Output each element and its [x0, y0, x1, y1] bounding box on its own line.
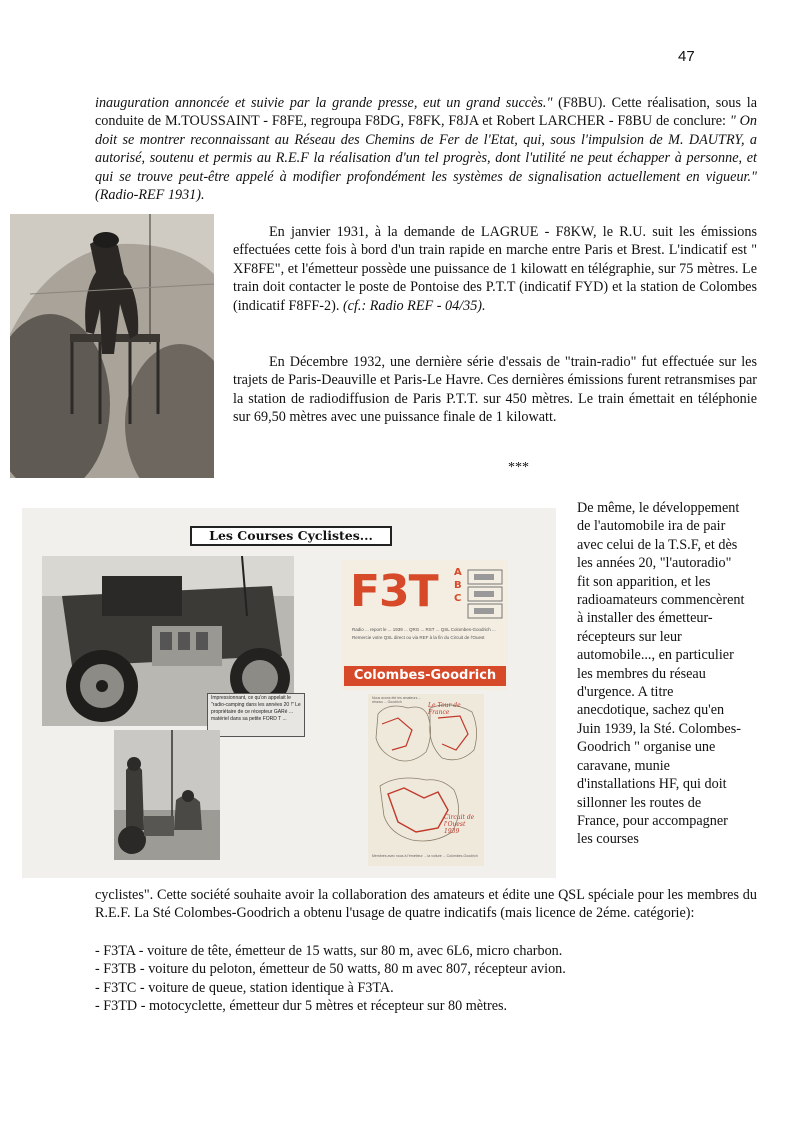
map-title-circuit-ouest: Circuit de l'Ouest 1939 — [444, 814, 475, 835]
map-note-bottom: Membres avec nous à l'émetteur ... la voiture ... Colombes-Goodrich — [372, 854, 478, 858]
section-separator: *** — [508, 460, 529, 475]
qsl-suffix-letter: C — [454, 593, 462, 604]
route-maps-drawing — [368, 694, 484, 866]
train-radio-photo — [10, 214, 214, 478]
qsl-report-form: Radio ... report le ... 1939 ... QRG ... RST ... QSL Colombes-Goodrich ... Remercie votre QSL direct ou via REF à la fin du Circuit de l'Ouest — [352, 627, 496, 640]
qsl-card-f3t — [342, 560, 508, 690]
paragraph-autoradio: De même, le développement de l'automobile ira de pair avec celui de la T.S.F, et dès les années 20, "l'autoradio" fit son apparition, et les radioamateurs commencèrent à installer des émetteur-récepteurs sur leur automobile..., en particulier les membres du réseau d'urgence. A titre anecdotique, sachez qu'en Juin 1939, la Sté. Colombes-Goodrich " organise une caravane, munie d'installations HF, qui doit sillonner les routes de France, pour accompagner les courses — [577, 500, 745, 848]
collage-title: Les Courses Cyclistes... — [190, 526, 392, 546]
qsl-callsign: F3T — [350, 566, 438, 617]
radio-picnic-photo — [114, 730, 220, 860]
text-segment: inauguration annoncée et suivie par la grande presse, eut un grand succès." — [95, 95, 553, 111]
map-title-tour-de-france: Le Tour de France — [428, 702, 461, 716]
qsl-suffix-letter: A — [454, 567, 462, 578]
list-item: - F3TA - voiture de tête, émetteur de 15 watts, sur 80 m, avec 6L6, micro charbon. — [95, 943, 563, 959]
train-radio-photo-drawing — [10, 214, 214, 478]
qsl-suffix-letter: B — [454, 580, 462, 591]
list-item: - F3TB - voiture du peloton, émetteur de 50 watts, 80 m avec 807, récepteur avion. — [95, 961, 566, 978]
paragraph-decembre-1932: En Décembre 1932, une dernière série d'essais de "train-radio" fut effectuée sur les trajets de Paris-Deauville et Paris-Le Havre. Ces dernières émissions furent retransmises par la station de radiodiffusion de Paris P.T.T. sur 450 mètres. Le train émettait en téléphonie sur 69,50 mètres avec une puissance finale de 1 kilowatt. — [233, 354, 757, 426]
route-maps-card — [368, 694, 484, 866]
list-item: - F3TD - motocyclette, émetteur dur 5 mètres et récepteur sur 80 mètres. — [95, 998, 508, 1015]
qsl-suffix-letters — [454, 566, 464, 605]
map-note-top: Nous avons été les amateurs ... réseau ... Goodrich — [372, 696, 422, 704]
text-segment: " On doit se montrer reconnaissant au Réseau des Chemins de Fer de l'Etat, qui, sous l'impulsion de M. DAUTRY, a autorisé, soutenu et permis au R.E.F la réalisation d'un tel progrès, dont l'utilité ne peut échapper à personne, et qui se trouve peut-être appelé à modifier profondément les systèmes de signalisation actuellement en vigueur." (Radio-REF 1931). — [95, 113, 757, 204]
qsl-brand-band: Colombes-Goodrich — [344, 666, 506, 686]
qsl-vehicle-sketches — [466, 568, 504, 620]
paragraph-inauguration — [95, 94, 757, 204]
car-photo-caption: Impressionnant, ce qu'on appelait le "radio-camping dans les années 20 !" Le propriétaire de ce récepteur GARé ... matériel dans sa petite FORD T ... — [207, 693, 305, 737]
paragraph-janvier-1931 — [233, 223, 757, 315]
text-segment: (F8BU). Cette réalisation, sous la conduite de M.TOUSSAINT - F8FE, regroupa F8DG, F8FK, F8JA et Robert LARCHER - F8BU de conclure: — [95, 95, 757, 130]
list-item: - F3TC - voiture de queue, station identique à F3TA. — [95, 979, 394, 996]
paragraph-colombes-goodrich: cyclistes". Cette société souhaite avoir la collaboration des amateurs et édite une QSL spéciale pour les membres du R.E.F. La Sté Colombes-Goodrich a obtenu l'usage de quatre indicatifs (mais licence de 2éme. catégorie): — [95, 887, 757, 922]
callsign-list — [95, 942, 566, 1016]
text-segment: (cf.: Radio REF - 04/35). — [342, 297, 486, 314]
text-segment: En janvier 1931, à la demande de LAGRUE - F8KW, le R.U. suit les émissions effectuées cette fois à bord d'un train rapide en marche entre Paris et Brest. L'indicatif est " XF8FE", et l'émetteur possède une puissance de 1 kilowatt en télégraphie, sur 75 mètres. Le train doit contacter le poste de Pontoise des P.T.T (indicatif FYD) et la station de Colombes (indicatif F8FF-2). — [233, 224, 757, 314]
radio-picnic-drawing — [114, 730, 220, 860]
page-number: 47 — [678, 48, 695, 65]
